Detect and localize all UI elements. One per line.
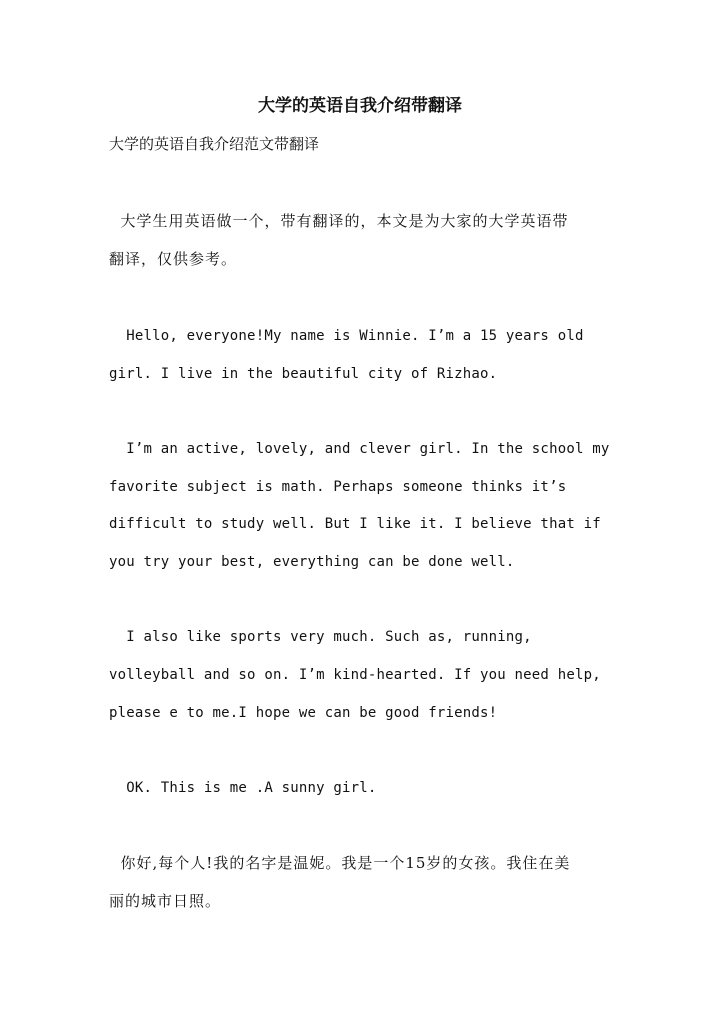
paragraph-4-line-2: volleyball and so on. I’m kind-hearted. If you need help,: [109, 667, 601, 683]
paragraph-3-line-1: I’m an active, lovely, and clever girl. In the school my: [109, 441, 610, 457]
paragraph-3-line-3: difficult to study well. But I like it. I believe that if: [109, 516, 601, 532]
paragraph-3-line-2: favorite subject is math. Perhaps someone thinks it’s: [109, 479, 567, 495]
paragraph-6-line-2: 丽的城市日照。: [109, 892, 222, 910]
paragraph-4-line-3: please e to me.I hope we can be good friends!: [109, 705, 498, 721]
paragraph-2-line-1: Hello, everyone!My name is Winnie. I’m a 15 years old: [109, 328, 584, 344]
paragraph-1-line-1: 大学生用英语做一个，带有翻译的，本文是为大家的大学英语带: [109, 212, 569, 230]
paragraph-4-line-1: I also like sports very much. Such as, running,: [109, 629, 532, 645]
paragraph-2-line-2: girl. I live in the beautiful city of Rizhao.: [109, 366, 498, 382]
document-subtitle: 大学的英语自我介绍范文带翻译: [109, 135, 320, 153]
paragraph-5-line-1: OK. This is me .A sunny girl.: [109, 780, 377, 796]
document-title: 大学的英语自我介绍带翻译: [258, 96, 462, 116]
paragraph-1-line-2: 翻译，仅供参考。: [109, 250, 238, 268]
paragraph-3-line-4: you try your best, everything can be done well.: [109, 554, 515, 570]
paragraph-6-line-1: 你好,每个人!我的名字是温妮。我是一个15岁的女孩。我住在美: [109, 854, 571, 872]
